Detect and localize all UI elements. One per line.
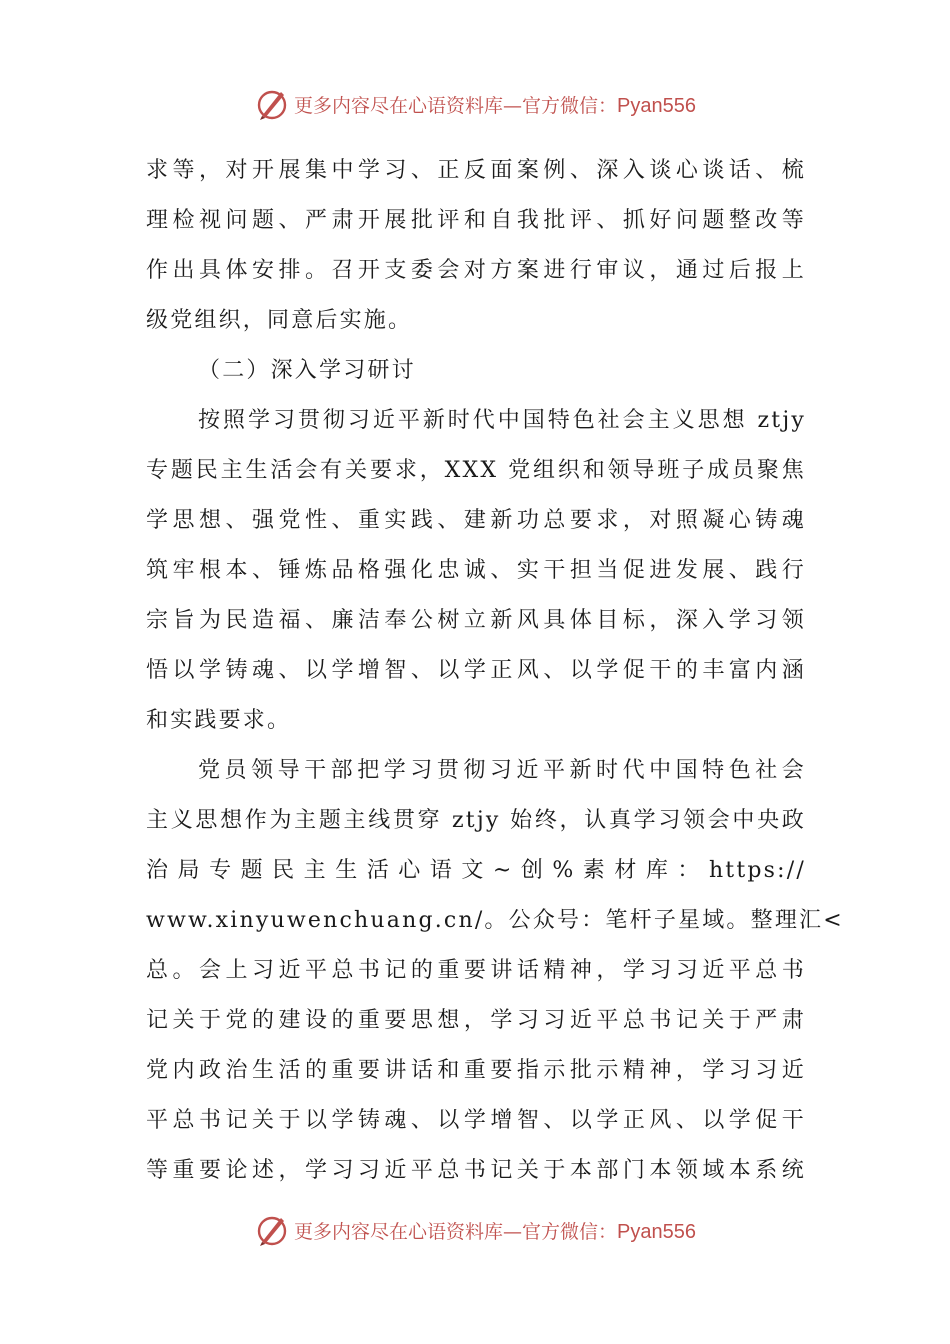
footer-banner-text: 更多内容尽在心语资料库—官方微信：Pyan556 [294,1220,696,1243]
text-line: 党内政治生活的重要讲话和重要指示批示精神，学习习近 [146,1058,806,1083]
pen-circle-logo-icon [254,1212,290,1248]
footer-banner [0,1210,950,1250]
text-line: 理检视问题、严肃开展批评和自我批评、抓好问题整改等 [146,208,806,233]
text-line: 总。会上习近平总书记的重要讲话精神，学习习近平总书 [146,958,806,983]
text-line: 求等，对开展集中学习、正反面案例、深入谈心谈话、梳 [146,158,806,183]
pen-circle-logo-icon [254,86,290,122]
document-body [146,146,844,1196]
wechat-id: Pyan556 [617,1220,696,1243]
text-line: 和实践要求。 [146,708,292,733]
text-line: 平总书记关于以学铸魂、以学增智、以学正风、以学促干 [146,1108,806,1133]
text-line: 筑牢根本、锤炼品格强化忠诚、实干担当促进发展、践行 [146,558,806,583]
text-line: 学思想、强党性、重实践、建新功总要求，对照凝心铸魂 [146,508,806,533]
text-line: 等重要论述，学习习近平总书记关于本部门本领域本系统 [146,1158,806,1183]
text-line: 专题民主生活会有关要求，XXX 党组织和领导班子成员聚焦 [146,458,806,483]
text-line: 级党组织，同意后实施。 [146,308,413,333]
header-banner-text: 更多内容尽在心语资料库—官方微信：Pyan556 [294,94,696,117]
text-line: 党员领导干部把学习贯彻习近平新时代中国特色社会 [198,758,806,783]
header-banner [0,84,950,124]
text-line: 治局专题民主生活心语文~创%素材库：https:// [146,858,806,883]
section-heading: （二）深入学习研讨 [198,358,416,383]
text-line: 记关于党的建设的重要思想，学习习近平总书记关于严肃 [146,1008,806,1033]
text-line: 主义思想作为主题主线贯穿 ztjy 始终，认真学习领会中央政 [146,808,806,833]
wechat-id: Pyan556 [617,94,696,117]
text-line: 悟以学铸魂、以学增智、以学正风、以学促干的丰富内涵 [146,658,806,683]
text-line: 宗旨为民造福、廉洁奉公树立新风具体目标，深入学习领 [146,608,806,633]
text-line: 作出具体安排。召开支委会对方案进行审议，通过后报上 [146,258,806,283]
text-line: www.xinyuwenchuang.cn/。公众号：笔杆子星域。整理汇< [146,908,844,933]
text-line: 按照学习贯彻习近平新时代中国特色社会主义思想 ztjy [198,408,806,433]
